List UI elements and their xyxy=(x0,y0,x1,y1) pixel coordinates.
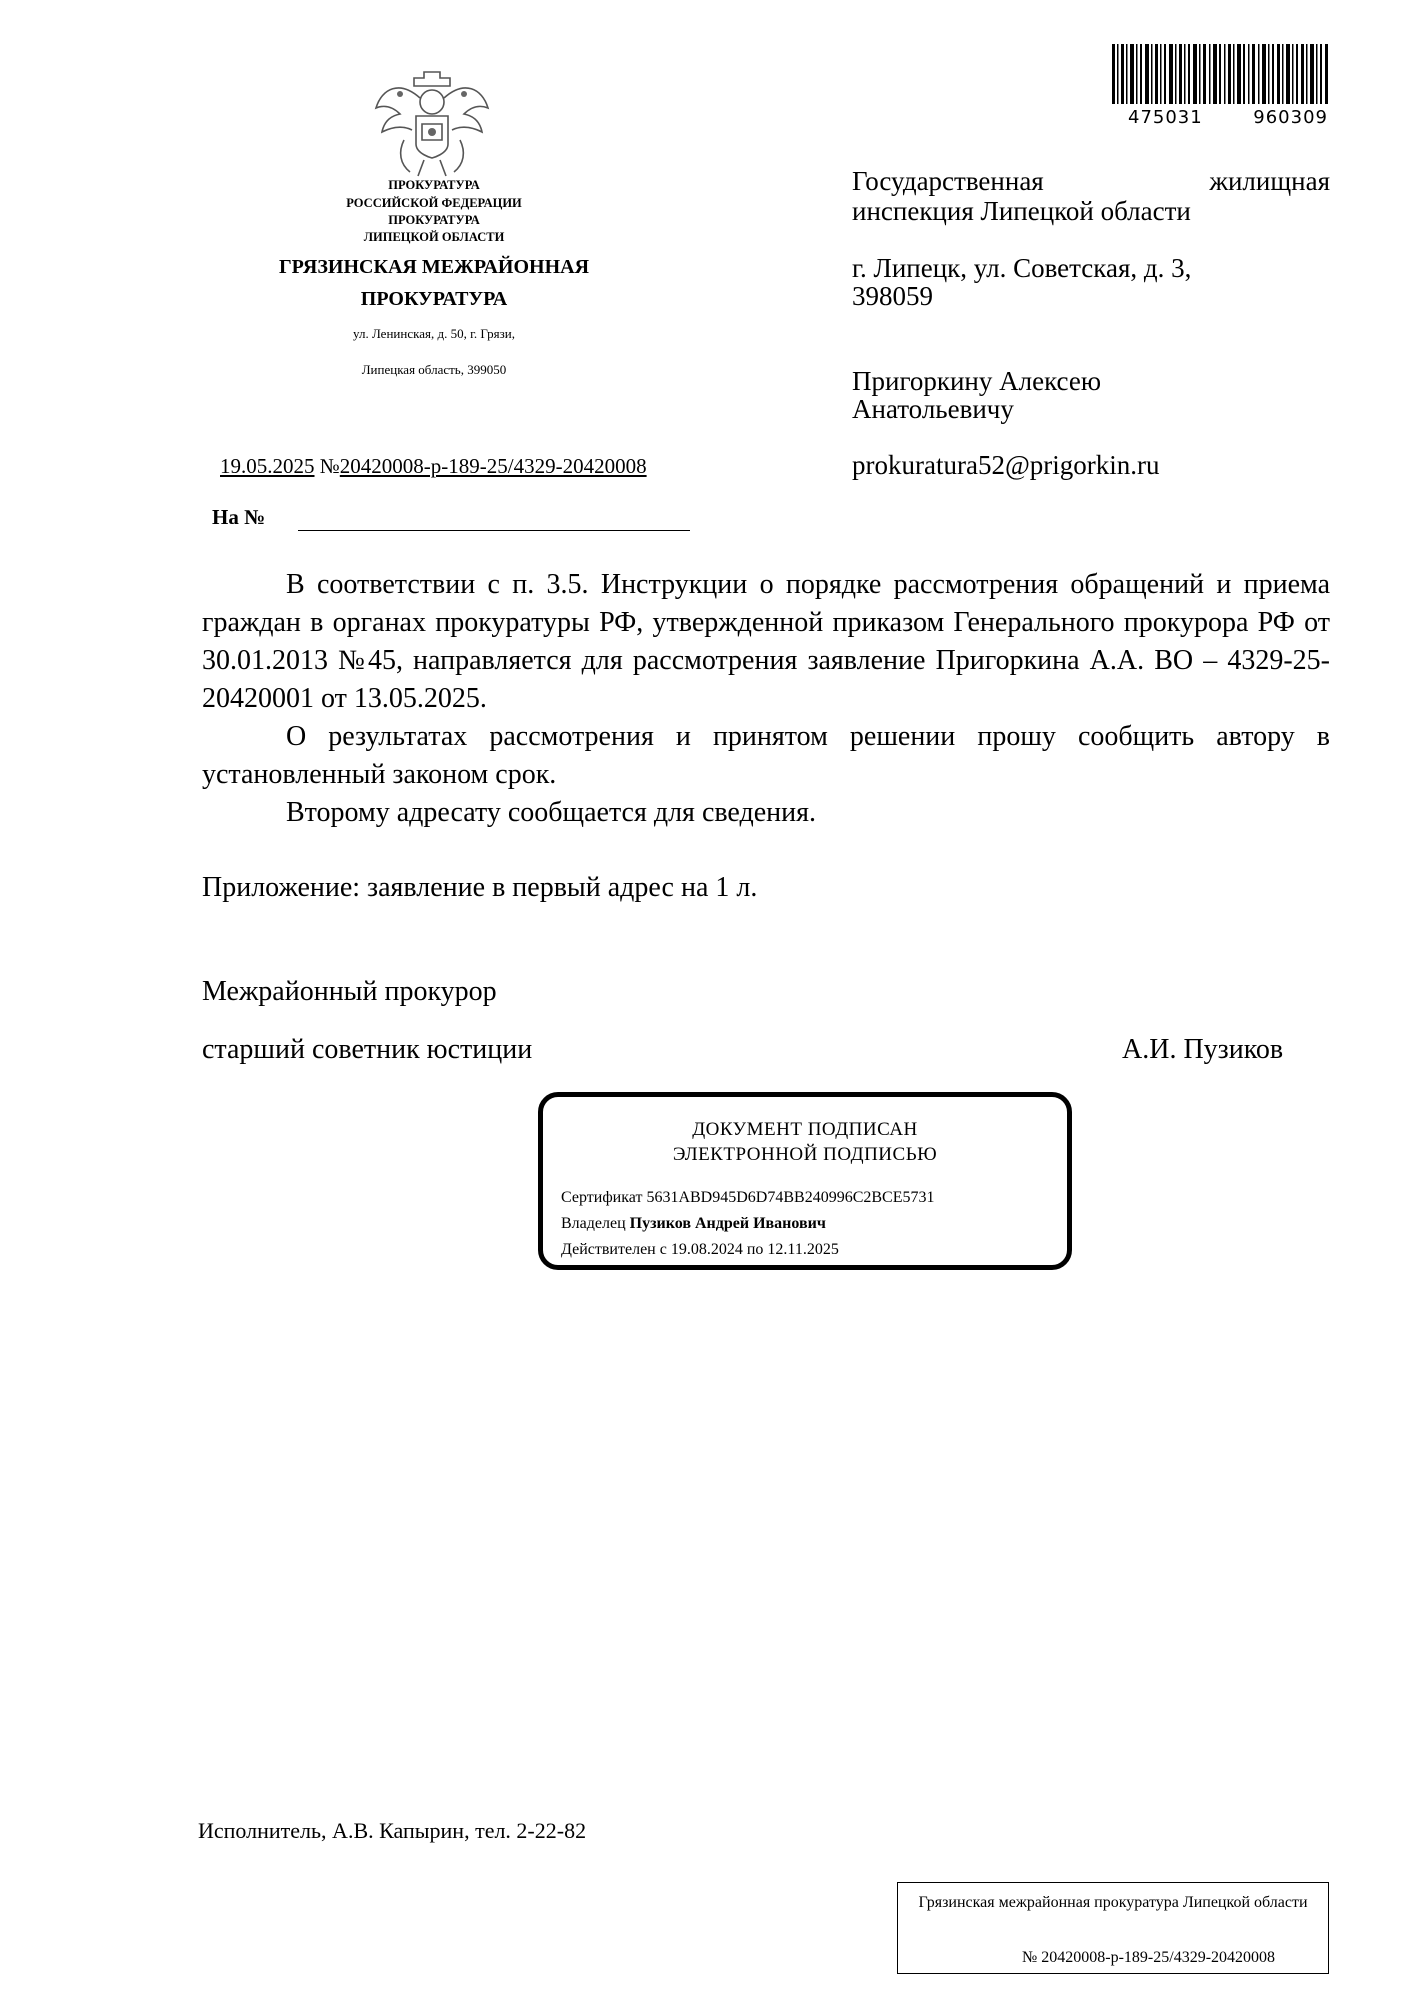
barcode-number-right: 960309 xyxy=(1253,107,1328,128)
stamp-from-label: с xyxy=(659,1241,667,1258)
barcode-numbers xyxy=(1128,107,1328,128)
body-paragraph-2: О результатах рассмотрения и принятом решении прошу сообщить автору в установленный законом срок. xyxy=(202,721,1330,790)
header-line-1: ПРОКУРАТУРА xyxy=(388,178,480,192)
header-address-2: Липецкая область, 399050 xyxy=(361,362,507,377)
stamp-title-line-2: ЭЛЕКТРОННОЙ ПОДПИСЬЮ xyxy=(672,1144,938,1165)
signer-position: Межрайонный прокурор xyxy=(202,976,497,1007)
stamp-title-line-1: ДОКУМЕНТ ПОДПИСАН xyxy=(692,1119,918,1140)
header-title-1: ГРЯЗИНСКАЯ МЕЖРАЙОННАЯ xyxy=(278,256,590,278)
header-line-4: ЛИПЕЦКОЙ ОБЛАСТИ xyxy=(363,230,505,244)
header-line-2: РОССИЙСКОЙ ФЕДЕРАЦИИ xyxy=(346,196,522,210)
addressee-1-address-1: г. Липецк, ул. Советская, д. 3, xyxy=(852,253,1192,283)
addressee-2-line-1: Пригоркину Алексею xyxy=(852,366,1101,396)
stamp-to-date: 12.11.2025 xyxy=(767,1241,839,1258)
stamp-owner-value: Пузиков Андрей Иванович xyxy=(629,1215,826,1232)
addressee-1-line-2: инспекция Липецкой области xyxy=(852,196,1191,226)
stamp-valid-label: Действителен xyxy=(561,1241,656,1258)
stamp-from-date: 19.08.2024 xyxy=(670,1241,743,1258)
registration-box-number: № 20420008-р-189-25/4329-20420008 xyxy=(1022,1949,1276,1966)
double-headed-eagle-emblem-icon xyxy=(370,68,494,180)
header-address-1: ул. Ленинская, д. 50, г. Грязи, xyxy=(353,326,515,341)
electronic-signature-stamp xyxy=(538,1092,1072,1270)
stamp-title xyxy=(543,1117,1067,1167)
letter-body xyxy=(202,566,1330,832)
stamp-certificate-label: Сертификат xyxy=(561,1189,643,1206)
barcode xyxy=(1112,44,1332,116)
addressee-1-address-2: 398059 xyxy=(852,281,933,311)
addressee-2-line-2: Анатольевичу xyxy=(852,394,1014,424)
signer-rank: старший советник юстиции xyxy=(202,1034,533,1065)
registration-line xyxy=(220,454,647,479)
registration-date: 19.05.2025 xyxy=(220,454,315,478)
addressee-1-line-1: Государственная жилищная xyxy=(852,166,1330,196)
stamp-owner-row xyxy=(561,1215,826,1233)
registration-number: 20420008-р-189-25/4329-20420008 xyxy=(339,454,647,478)
registration-box-org: Грязинская межрайонная прокуратура Липецкой области xyxy=(918,1894,1308,1911)
barcode-number-left: 475031 xyxy=(1128,107,1203,128)
reply-to-label: На № xyxy=(212,505,266,529)
signer-name: А.И. Пузиков xyxy=(1122,1034,1284,1065)
body-paragraph-1: В соответствии с п. 3.5. Инструкции о порядке рассмотрения обращений и приема граждан в органах прокуратуры РФ, утвержденной приказом Генерального прокурора РФ от 30.01.2013 №45, направляется для рассмотрения заявление Пригоркина А.А. ВО – 4329-25-20420001 от 13.05.2025. xyxy=(202,569,1330,714)
registration-number-sign: № xyxy=(319,454,340,478)
body-paragraph-3: Второму адресату сообщается для сведения. xyxy=(286,797,817,828)
appendix-line: Приложение: заявление в первый адрес на 1 л. xyxy=(202,872,758,903)
header-line-3: ПРОКУРАТУРА xyxy=(388,213,480,227)
registration-box xyxy=(897,1882,1329,1974)
stamp-certificate-row xyxy=(561,1189,934,1207)
stamp-to-label: по xyxy=(746,1241,764,1258)
reply-to-blank-line xyxy=(298,530,690,531)
executor-line: Исполнитель, А.В. Капырин, тел. 2-22-82 xyxy=(198,1818,587,1843)
stamp-certificate-value: 5631ABD945D6D74BB240996C2BCE5731 xyxy=(646,1189,935,1206)
header-title-2: ПРОКУРАТУРА xyxy=(360,288,508,310)
stamp-owner-label: Владелец xyxy=(561,1215,626,1232)
stamp-validity-row xyxy=(561,1241,839,1259)
addressee-2-email: prokuratura52@prigorkin.ru xyxy=(852,450,1160,480)
